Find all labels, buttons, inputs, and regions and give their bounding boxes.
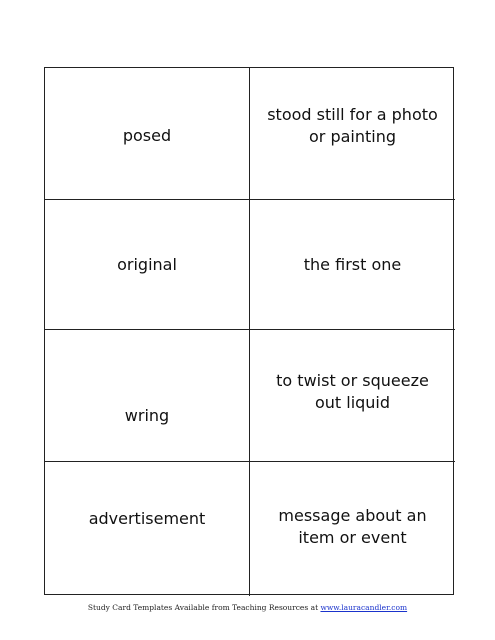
term-text: advertisement <box>88 509 206 528</box>
card-term <box>45 200 250 330</box>
term-text: original <box>117 254 177 274</box>
card-term <box>45 68 250 200</box>
page-footer <box>0 603 495 612</box>
definition-text: message about an item or event <box>278 506 427 547</box>
definition-text: to twist or squeeze out liquid <box>276 370 429 412</box>
card-term <box>45 462 250 596</box>
definition-text: stood still for a photo or painting <box>267 104 438 146</box>
term-text: wring <box>124 405 170 425</box>
card-definition <box>250 330 455 462</box>
footer-link[interactable]: www.lauracandler.com <box>320 603 408 612</box>
footer-text: Study Card Templates Available from Teaching Resources at <box>87 603 321 612</box>
term-text: posed <box>122 125 172 145</box>
study-card-grid <box>44 67 454 595</box>
card-definition <box>250 200 455 330</box>
card-definition <box>250 462 455 596</box>
card-definition <box>250 68 455 200</box>
card-term <box>45 330 250 462</box>
definition-text: the first one <box>303 254 402 274</box>
